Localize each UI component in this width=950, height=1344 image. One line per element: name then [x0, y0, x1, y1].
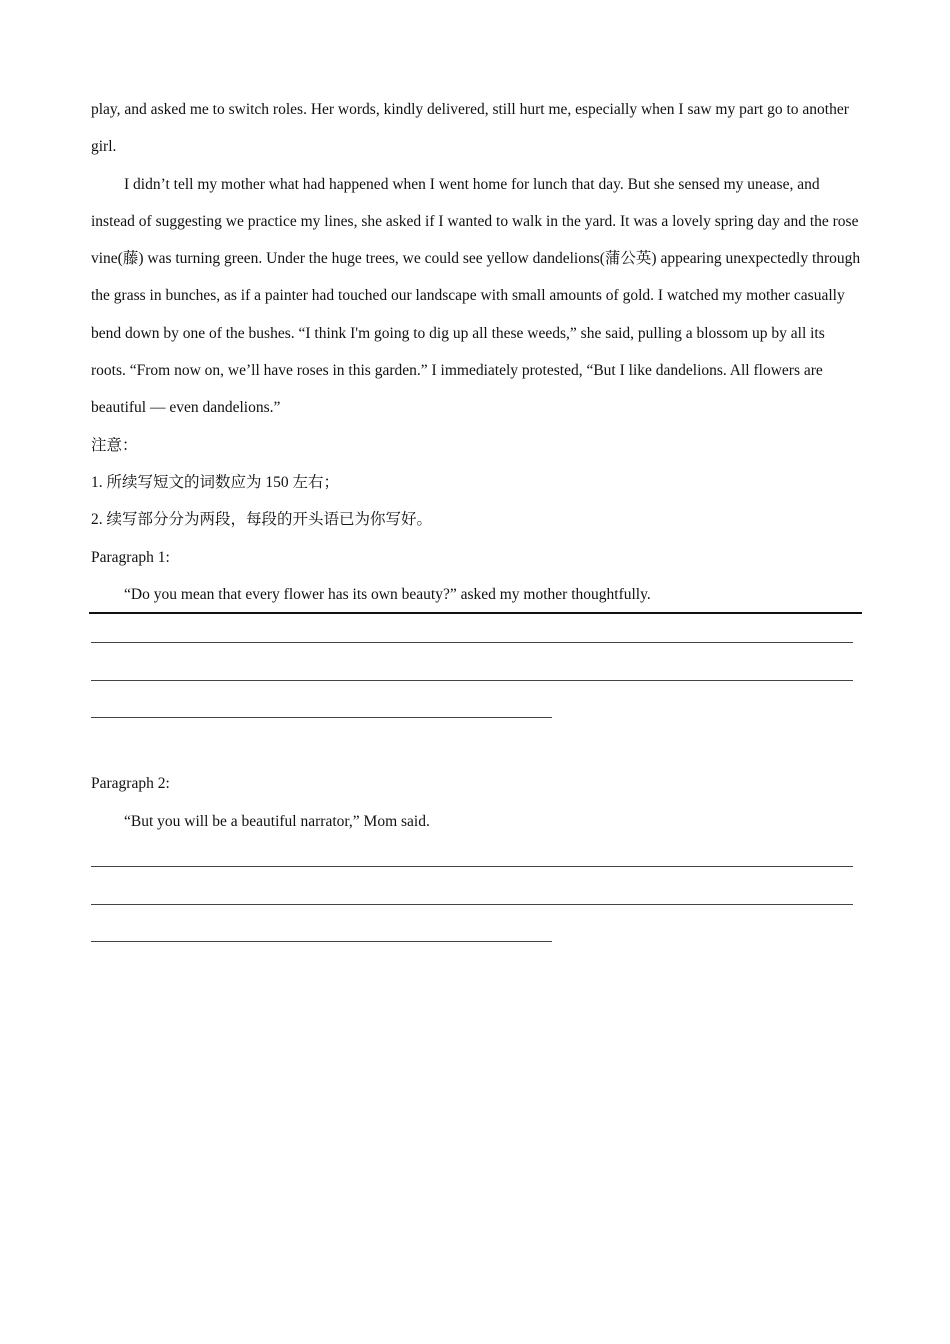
paragraph2-label: Paragraph 2:: [91, 775, 170, 792]
writing-line[interactable]: [91, 904, 853, 905]
writing-line[interactable]: [91, 642, 853, 643]
note-item-1: 1. 所续写短文的词数应为 150 左右；: [91, 474, 340, 491]
paragraph1-opening: “Do you mean that every flower has its own beauty?” asked my mother thoughtfully.: [124, 586, 651, 603]
paragraph1-label: Paragraph 1:: [91, 549, 170, 566]
notes-heading: 注意：: [91, 437, 138, 454]
note-item-2: 2. 续写部分分为两段，每段的开头语已为你写好。: [91, 511, 433, 528]
passage-paragraph-continued: play, and asked me to switch roles. Her words, kindly delivered, still hurt me, especially when I saw my part go to another girl.: [91, 101, 849, 156]
paragraph2-opening: “But you will be a beautiful narrator,” Mom said.: [124, 813, 430, 830]
writing-line[interactable]: [91, 717, 552, 718]
writing-line[interactable]: [91, 680, 853, 681]
passage-text: [91, 91, 861, 427]
writing-line[interactable]: [91, 866, 853, 867]
writing-line[interactable]: [91, 941, 552, 942]
passage-paragraph-main: I didn’t tell my mother what had happened when I went home for lunch that day. But she sensed my unease, and instead of suggesting we practice my lines, she asked if I wanted to walk in the yard. It was a lovely spring day and the rose vine(藤) was turning green. Under the huge trees, we could see yellow dandelions(蒲公英) appearing unexpectedly through the grass in bunches, as if a painter had touched our landscape with small amounts of gold. I watched my mother casually bend down by one of the bushes. “I think I'm going to dig up all these weeds,” she said, pulling a blossom up by all its roots. “From now on, we’ll have roses in this garden.” I immediately protested, “But I like dandelions. All flowers are beautiful — even dandelions.”: [91, 175, 861, 417]
section-divider: [89, 612, 862, 614]
